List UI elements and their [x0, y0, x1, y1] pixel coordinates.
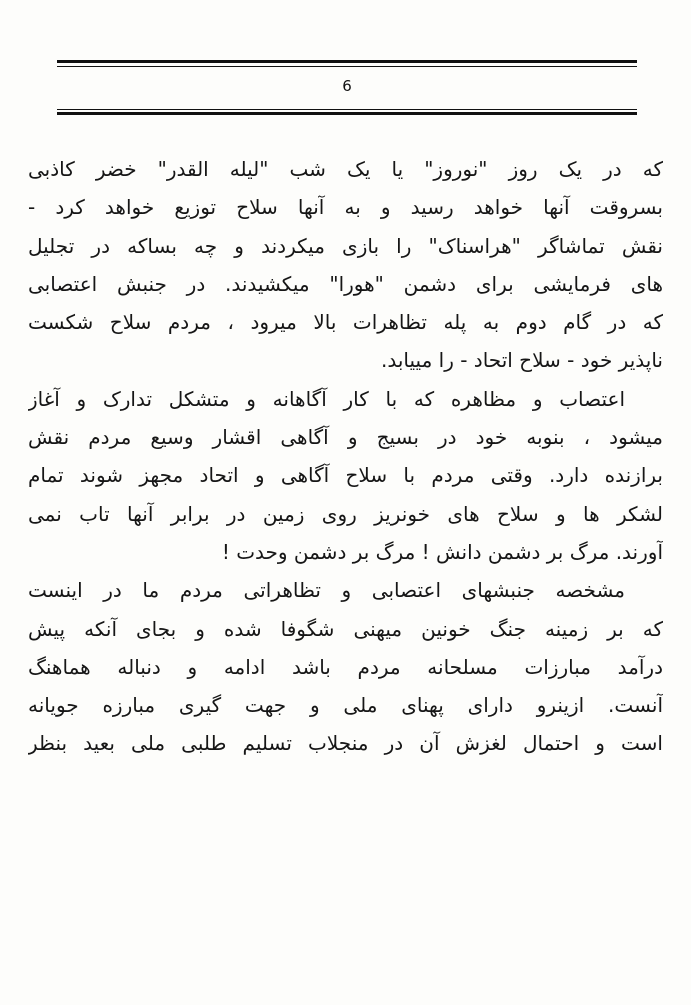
- text-line: که در گام دوم به پله تظاهرات بالا میرود ، مردم سلاح شکست: [28, 310, 663, 335]
- text-line: مشخصه جنبشهای اعتصابی و تظاهراتی مردم ما در اینست: [28, 578, 625, 603]
- text-line: اعتصاب و مظاهره که با کار آگاهانه و متشکل تدارک و آغاز: [28, 386, 625, 411]
- text-line: که بر زمینه جنگ خونین میهنی شگوفا شده و بجای آنکه پیش: [28, 616, 663, 641]
- text-line: بسروقت آنها خواهد رسید و به آنها سلاح توزیع خواهد کرد -: [28, 195, 663, 220]
- header-rule-bottom-thin: [57, 109, 637, 110]
- paragraph-1: [28, 150, 663, 380]
- text-line: آورند. مرگ بر دشمن دانش ! مرگ بر دشمن وحدت !: [221, 539, 663, 564]
- text-line: میشود ، بنوبه خود در بسیج و آگاهی اقشار وسیع مردم نقش: [28, 425, 663, 450]
- body-text: [28, 150, 663, 763]
- header-rule-top-thick: [57, 60, 637, 63]
- text-line: درآمد مبارزات مسلحانه مردم باشد ادامه و دنباله هماهنگ: [28, 654, 663, 679]
- text-line: است و احتمال لغزش آن در منجلاب تسلیم طلبی ملی بعید بنظر: [28, 731, 663, 756]
- header-rule-top-thin: [57, 66, 637, 67]
- page-header: [57, 60, 637, 126]
- text-line: های فرمایشی برای دشمن "هورا" میکشیدند. در جنبش اعتصابی: [28, 271, 663, 296]
- text-line: لشکر ها و سلاح های خونریز روی زمین در برابر آنها تاب نمی: [28, 501, 663, 526]
- text-line: نقش تماشاگر "هراسناک" را بازی میکردند و چه بساکه در تجلیل: [28, 233, 663, 258]
- text-line: آنست. ازینرو دارای پهنای ملی و جهت گیری مبارزه جویانه: [28, 693, 663, 718]
- page-number: 6: [342, 77, 352, 95]
- text-line: برازنده دارد. وقتی مردم با سلاح آگاهی و اتحاد مجهز شوند تمام: [28, 463, 663, 488]
- paragraph-2: [28, 380, 663, 571]
- text-line: که در یک روز "نوروز" یا یک شب "لیله القدر" خضر کاذبی: [28, 157, 663, 181]
- header-rule-bottom-thick: [57, 112, 637, 115]
- text-line: ناپذیر خود - سلاح اتحاد - را مییابد.: [380, 348, 663, 373]
- paragraph-3: [28, 571, 663, 762]
